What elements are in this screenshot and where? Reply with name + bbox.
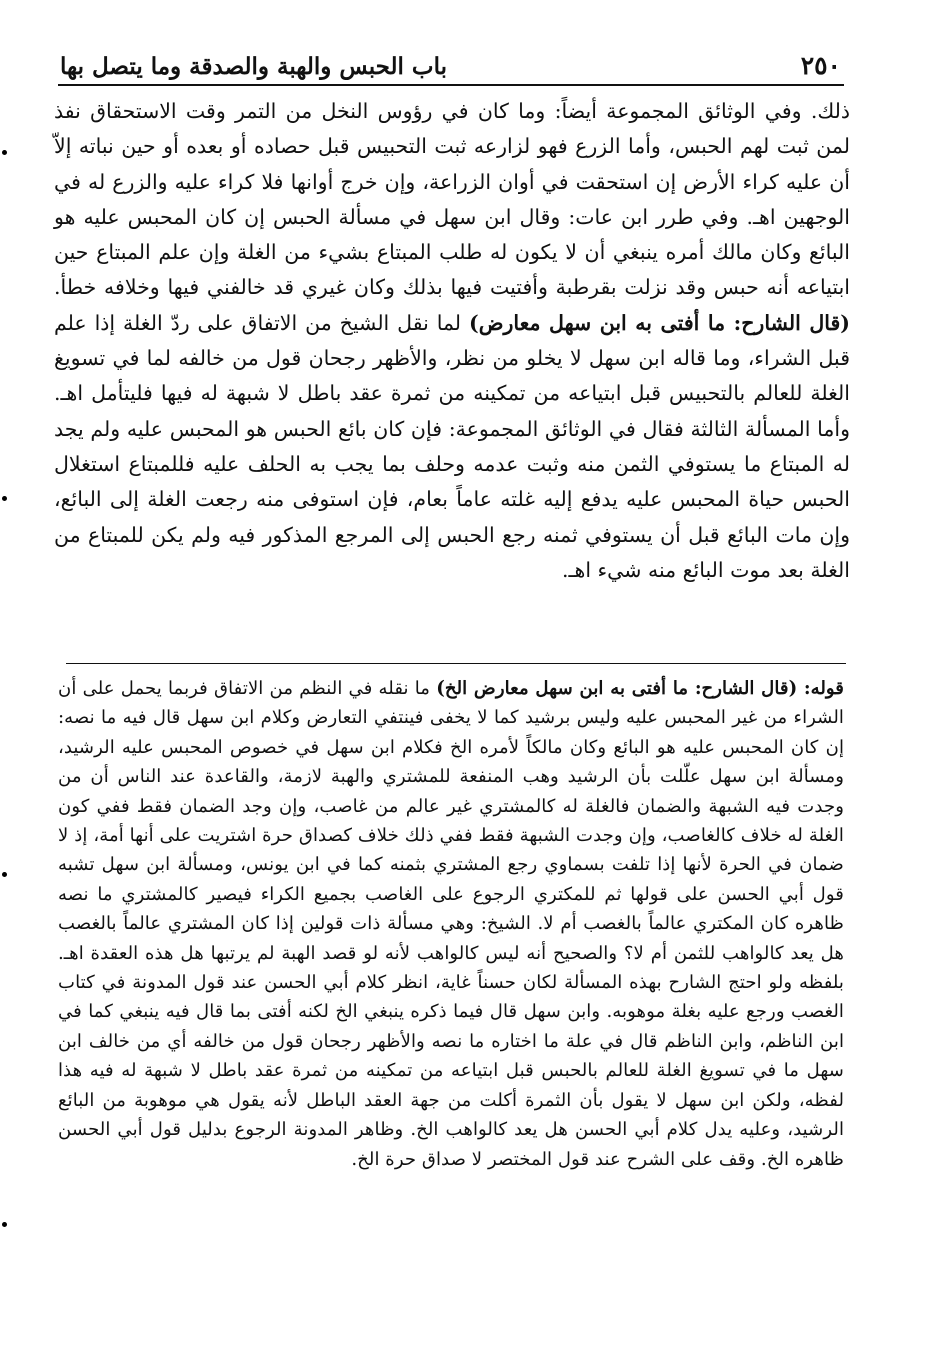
footnote-body: ما نقله في النظم من الاتفاق فربما يحمل على أن الشراء من غير المحبس عليه وليس برشيد كما لا يخفى فينتفي التعارض وكلام ابن سهل قال فيه ما نصه: إن كان المحبس عليه هو البائع وكان مالكاً لأمره الخ فكلام ابن سهل في خصوص المحبس عليه الرشيد، ومسألة ابن سهل علّلت بأن الرشيد وهب المنفعة للمشتري والهبة لازمة، والقاعدة عند الناس أن من وجدت فيه الشبهة والضمان فالغلة له كالمشتري غير عالم من غاصب، وإن وجد الضمان فقط ففي كون الغلة له خلاف كالغاصب، وإن وجدت الشبهة فقط ففي ذلك خلاف كصداق حرة اشتريت على أنها أمة، إذ لا ضمان في الحرة لأنها إذا تلفت بسماوي رجع المشتري بثمنه كما في ابن يونس، ومسألة ابن سهل تشبه قول أبي الحسن على قولها ثم للمكتري الرجوع على الغاصب بجميع الكراء فيصير كالمشتري ما نصه ظاهره كان المكتري عالماً بالغصب أم لا. الشيخ: وهي مسألة ذات قولين إذا كان المشتري عالماً بالغصب هل يعد كالواهب للثمن أم لا؟ والصحيح أنه ليس كالواهب لأنه لو قصد الهبة لم يرتبها هل هذه العقدة اهـ. بلفظه ولو احتج الشارح بهذه المسألة لكان حسناً غاية، انظر كلام أبي الحسن عند قول المدونة في كتاب الغصب ورجع عليه بغلة موهوبه. وابن سهل قال فيما ذكره ينبغي الخ لكنه أفتى بما قال فيه ينبغي كما في ابن الناظم، وابن الناظم قال في علة ما اختاره ما نصه والأظهر رجحان قول من خالفه أي من خالف ابن سهل ما في تسويغ الغلة للعالم بالحبس قبل ابتياعه من تمكينه من ثمرة عقد باطل لا شبهة له فيه هذا لفظه، ولكن ابن سهل لا يقول بأن الثمرة أكلت من جهة العقد الباطل لأنه يقول هي موهوبة من البائع الرشيد، وعليه يدل كلام أبي الحسن هل يعد كالواهب الخ. وظاهر المدونة الرجوع بدليل قول أبي الحسن ظاهره الخ. وقف على الشرح عند قول المختصر لا صداق حرة الخ. <box>58 678 844 1170</box>
commentary-heading: (قال الشارح: ما أفتى به ابن سهل معارض) <box>469 310 850 335</box>
main-text-part-1: ذلك. وفي الوثائق المجموعة أيضاً: وما كان في رؤوس النخل من التمر وقت الاستحقاق نفذ لمن ثبت لهم الحبس، وأما الزرع فهو لزارعه ثبت التحبيس قبل حصاده أو بعده أو حين نباته إلاّ أن عليه كراء الأرض إن استحقت في أوان الزراعة، وإن خرج أوانها فلا كراء عليه والزرع له في الوجهين اهـ. وفي طرر ابن عات: وقال ابن سهل في مسألة الحبس إن كان المحبس عليه هو البائع وكان مالك أمره ينبغي أن لا يكون له طلب المبتاع بشيء من الغلة وإن علم المبتاع حين ابتياعه أنه حبس وقد نزلت بقرطبة وأفتيت فيها بذلك وكان غيري قد خالفني فيها وخلافه خطأ. <box>54 99 850 300</box>
main-text-part-2: لما نقل الشيخ من الاتفاق على ردّ الغلة إذا علم قبل الشراء، وما قاله ابن سهل لا يخلو من نظر، والأظهر رجحان قول من خالفه لما في تسويغ الغلة للعالم بالتحبيس قبل ابتياعه من تمكينه من ثمرة عقد باطل لا شبهة له فيها فليتأمل اهـ. وأما المسألة الثالثة فقال في الوثائق المجموعة: فإن كان بائع الحبس هو المحبس عليه ولم يجد له المبتاع ما يستوفي الثمن منه وثبت عدمه وحلف بما يجب به الحلف عليه فللمبتاع استغلال الحبس حياة المحبس عليه يدفع إليه غلته عاماً بعام، فإن استوفى منه رجعت الغلة إلى البائع، وإن مات البائع قبل أن يستوفي ثمنه رجع الحبس إلى المرجع المذكور فيه ولم يكن للمبتاع من الغلة بعد موت البائع منه شيء اهـ. <box>54 310 850 582</box>
footnote-heading: قوله: (قال الشارح: ما أفتى به ابن سهل معارض الخ) <box>436 678 844 699</box>
scan-margin-mark <box>2 150 7 155</box>
scan-margin-mark <box>2 1222 7 1227</box>
footnote-text <box>58 674 844 1174</box>
running-title: باب الحبس والهبة والصدقة وما يتصل بها <box>60 53 447 80</box>
scan-margin-mark <box>2 496 7 501</box>
page-header <box>60 40 841 80</box>
page-number: ٢٥٠ <box>800 51 841 80</box>
header-rule <box>58 84 844 86</box>
footnote-rule <box>66 663 846 664</box>
scan-margin-mark <box>2 872 7 877</box>
main-text <box>54 94 850 588</box>
